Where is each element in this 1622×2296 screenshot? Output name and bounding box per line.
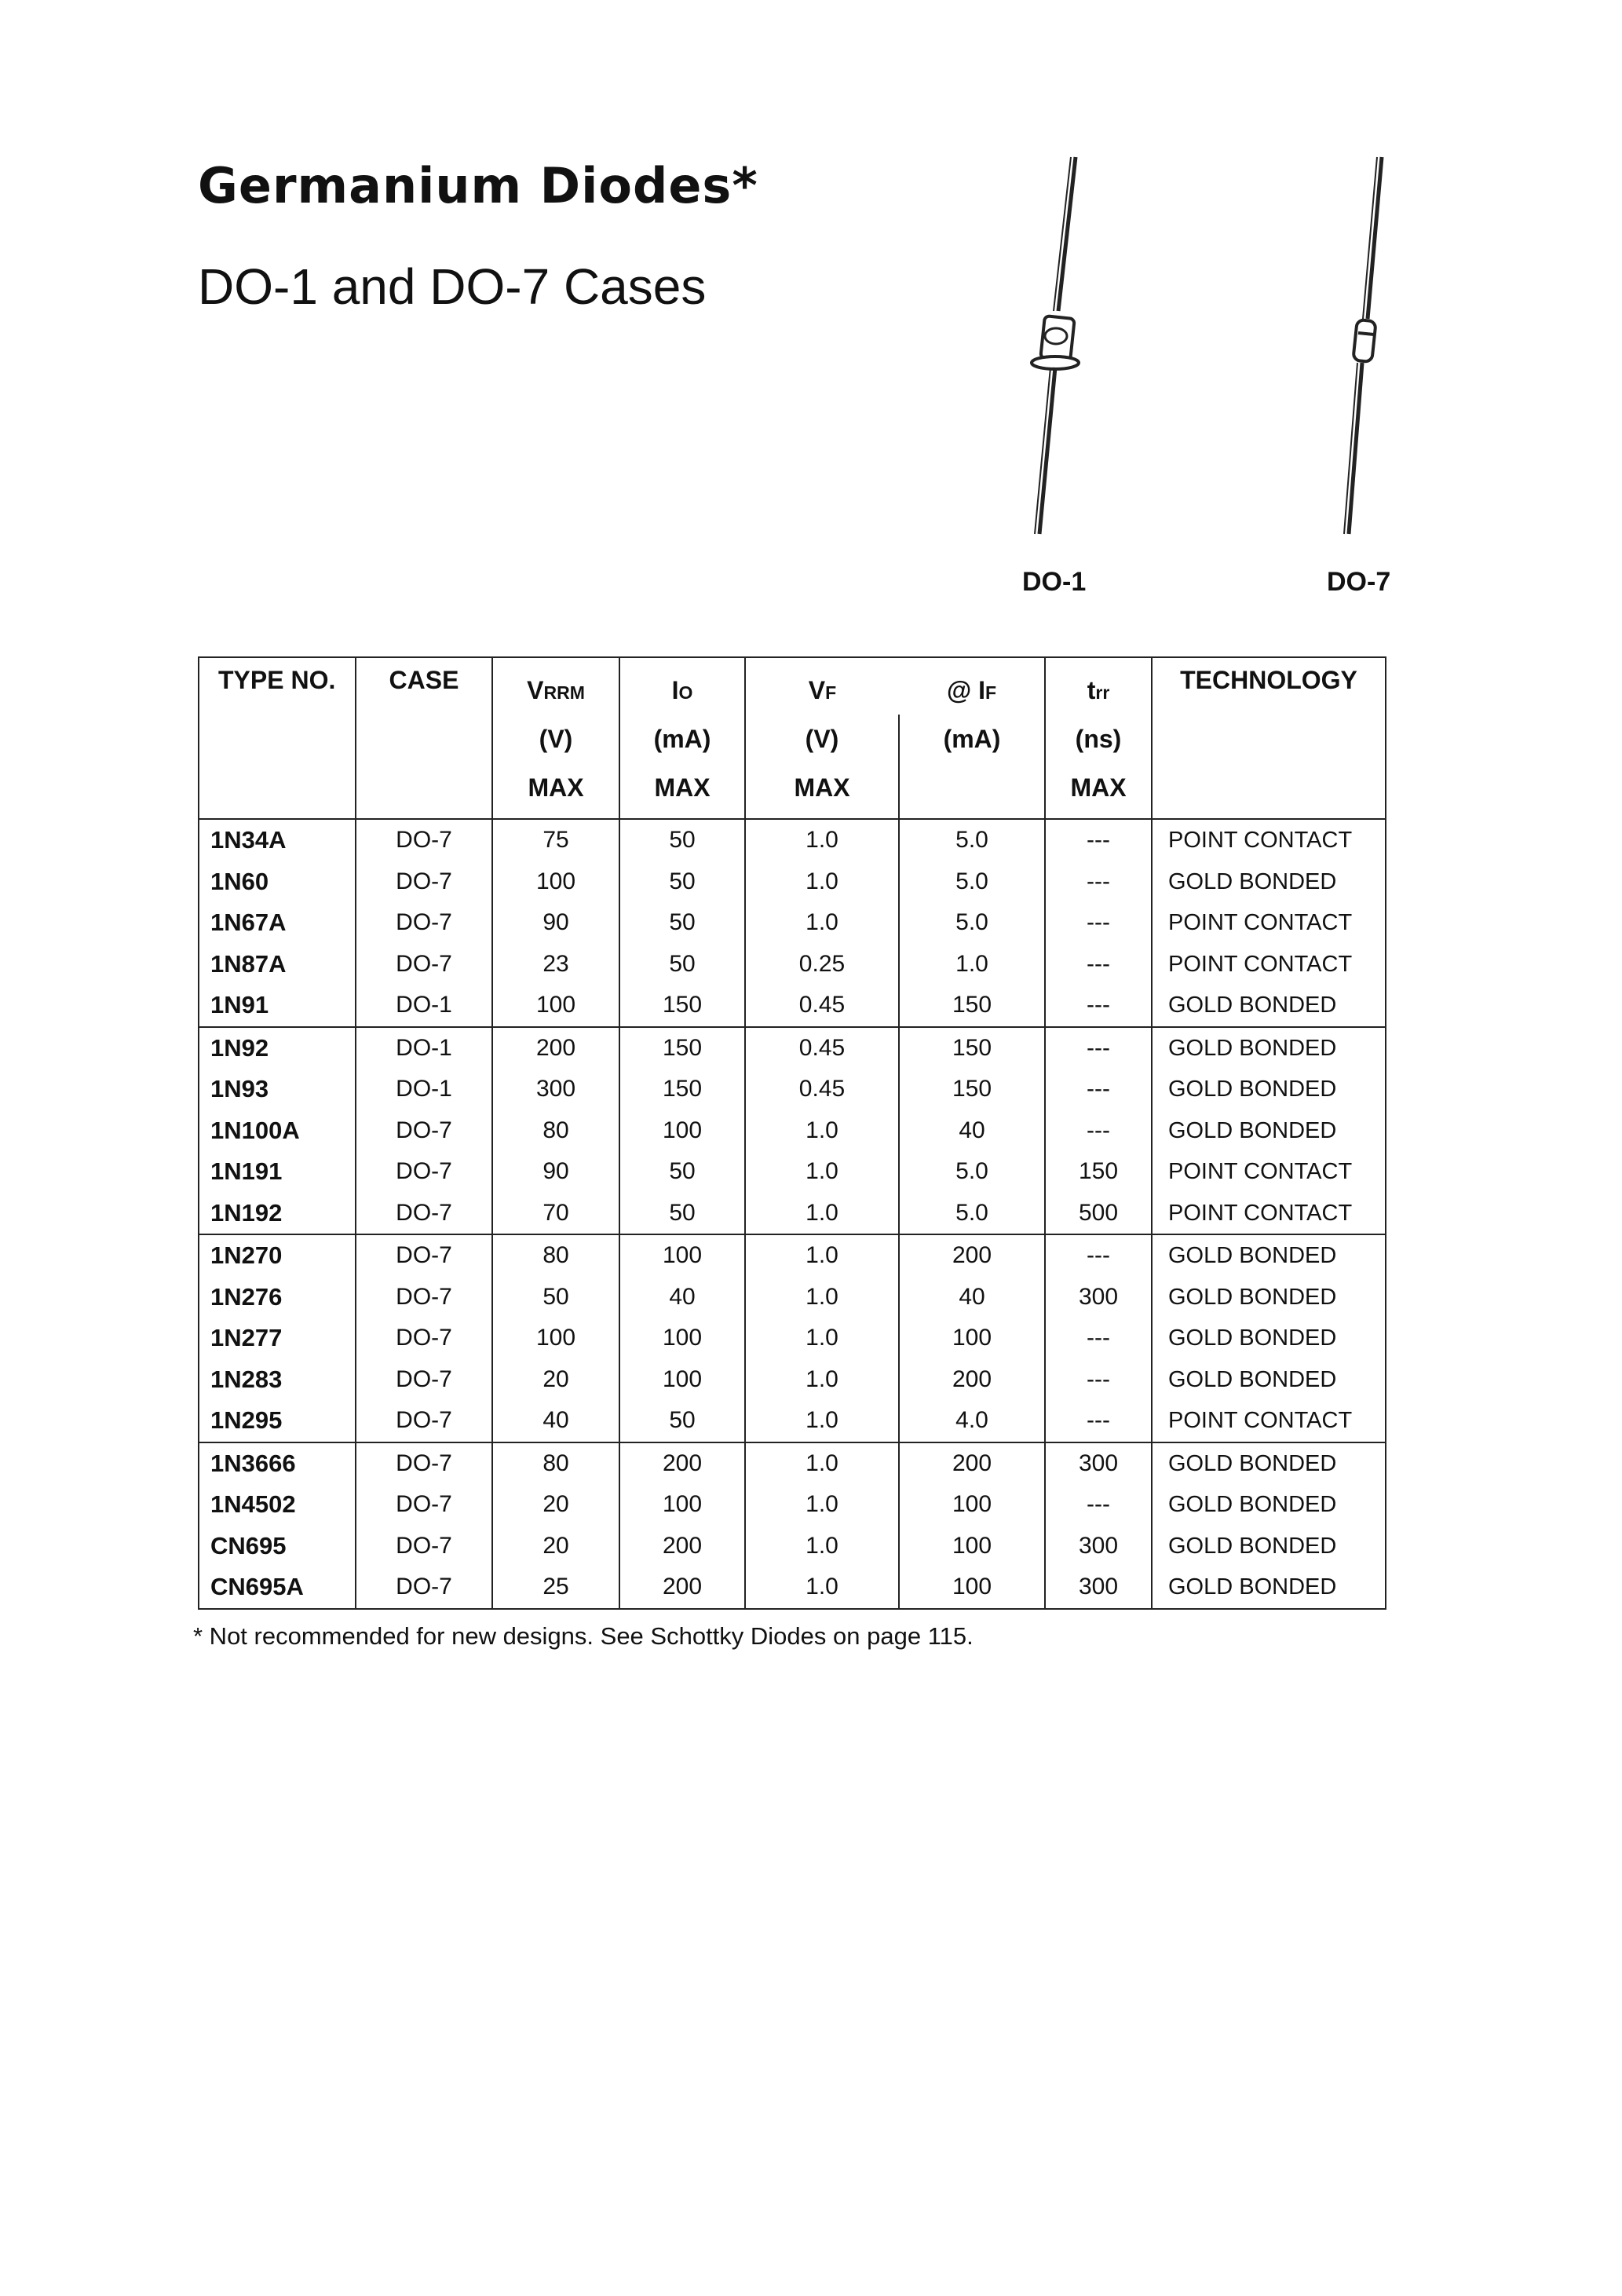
cell-if: 5.0 <box>899 861 1045 903</box>
cell-type-no: 1N270 <box>199 1234 356 1277</box>
cell-if: 200 <box>899 1442 1045 1485</box>
cell-io: 150 <box>619 985 745 1027</box>
cell-vrrm: 80 <box>492 1110 619 1152</box>
cell-if: 150 <box>899 985 1045 1027</box>
cell-trr: --- <box>1045 819 1152 861</box>
cell-vrrm: 90 <box>492 1151 619 1193</box>
cell-trr: --- <box>1045 1027 1152 1069</box>
cell-technology: GOLD BONDED <box>1152 1110 1386 1152</box>
cell-trr: 300 <box>1045 1442 1152 1485</box>
cell-type-no: 1N93 <box>199 1069 356 1110</box>
cell-io: 200 <box>619 1567 745 1609</box>
cell-technology: GOLD BONDED <box>1152 1567 1386 1609</box>
footnote: * Not recommended for new designs. See Schottky Diodes on page 115. <box>193 1622 974 1650</box>
header-vf-unit: (V) <box>745 715 899 763</box>
header-case: CASE <box>356 657 492 715</box>
cell-type-no: 1N277 <box>199 1318 356 1359</box>
cell-vrrm: 50 <box>492 1277 619 1318</box>
cell-vrrm: 70 <box>492 1193 619 1235</box>
cell-vrrm: 20 <box>492 1359 619 1401</box>
cell-case: DO-7 <box>356 1400 492 1442</box>
cell-vf: 0.25 <box>745 944 899 985</box>
header-trr: trr <box>1045 657 1152 715</box>
cell-vrrm: 300 <box>492 1069 619 1110</box>
cell-type-no: 1N67A <box>199 902 356 944</box>
cell-trr: --- <box>1045 944 1152 985</box>
cell-technology: GOLD BONDED <box>1152 1526 1386 1567</box>
cell-case: DO-7 <box>356 861 492 903</box>
page-subtitle: DO-1 and DO-7 Cases <box>198 258 707 315</box>
cell-case: DO-7 <box>356 902 492 944</box>
cell-trr: --- <box>1045 1400 1152 1442</box>
table-row <box>199 819 1386 861</box>
cell-if: 40 <box>899 1277 1045 1318</box>
header-if-unit: (mA) <box>899 715 1045 763</box>
cell-if: 150 <box>899 1027 1045 1069</box>
cell-vf: 1.0 <box>745 1442 899 1485</box>
cell-case: DO-7 <box>356 1110 492 1152</box>
cell-trr: --- <box>1045 1318 1152 1359</box>
cell-case: DO-7 <box>356 1277 492 1318</box>
header-vrrm: VRRM <box>492 657 619 715</box>
table-row <box>199 902 1386 944</box>
cell-vrrm: 100 <box>492 985 619 1027</box>
cell-technology: GOLD BONDED <box>1152 1359 1386 1401</box>
cell-technology: POINT CONTACT <box>1152 902 1386 944</box>
cell-if: 5.0 <box>899 902 1045 944</box>
cell-type-no: 1N100A <box>199 1110 356 1152</box>
table-row <box>199 1318 1386 1359</box>
cell-technology: GOLD BONDED <box>1152 1442 1386 1485</box>
cell-vf: 1.0 <box>745 1110 899 1152</box>
header-vf-max: MAX <box>745 763 899 819</box>
cell-technology: GOLD BONDED <box>1152 1027 1386 1069</box>
cell-if: 100 <box>899 1526 1045 1567</box>
cell-vf: 1.0 <box>745 1193 899 1235</box>
cell-trr: 300 <box>1045 1277 1152 1318</box>
table-row <box>199 1277 1386 1318</box>
cell-vrrm: 20 <box>492 1484 619 1526</box>
cell-trr: --- <box>1045 1234 1152 1277</box>
cell-vrrm: 20 <box>492 1526 619 1567</box>
cell-vrrm: 80 <box>492 1234 619 1277</box>
diode-spec-table <box>198 656 1386 1610</box>
do-7-label: DO-7 <box>1327 567 1391 597</box>
cell-if: 150 <box>899 1069 1045 1110</box>
cell-type-no: 1N4502 <box>199 1484 356 1526</box>
cell-type-no: 1N3666 <box>199 1442 356 1485</box>
cell-io: 50 <box>619 902 745 944</box>
cell-vf: 1.0 <box>745 819 899 861</box>
table-row <box>199 944 1386 985</box>
cell-type-no: 1N60 <box>199 861 356 903</box>
cell-vrrm: 75 <box>492 819 619 861</box>
cell-vrrm: 100 <box>492 1318 619 1359</box>
cell-type-no: 1N276 <box>199 1277 356 1318</box>
header-trr-max: MAX <box>1045 763 1152 819</box>
cell-vrrm: 23 <box>492 944 619 985</box>
cell-vrrm: 90 <box>492 902 619 944</box>
table-row <box>199 1400 1386 1442</box>
cell-io: 40 <box>619 1277 745 1318</box>
cell-technology: GOLD BONDED <box>1152 1234 1386 1277</box>
cell-case: DO-7 <box>356 1151 492 1193</box>
cell-vrrm: 40 <box>492 1400 619 1442</box>
cell-type-no: 1N87A <box>199 944 356 985</box>
cell-vf: 1.0 <box>745 1484 899 1526</box>
table-row <box>199 1234 1386 1277</box>
cell-type-no: 1N191 <box>199 1151 356 1193</box>
cell-case: DO-7 <box>356 1567 492 1609</box>
cell-case: DO-7 <box>356 1234 492 1277</box>
cell-technology: POINT CONTACT <box>1152 1400 1386 1442</box>
cell-if: 100 <box>899 1567 1045 1609</box>
cell-io: 50 <box>619 1193 745 1235</box>
cell-if: 200 <box>899 1359 1045 1401</box>
cell-trr: 300 <box>1045 1526 1152 1567</box>
header-vrrm-max: MAX <box>492 763 619 819</box>
cell-case: DO-7 <box>356 1193 492 1235</box>
cell-technology: POINT CONTACT <box>1152 944 1386 985</box>
cell-io: 100 <box>619 1110 745 1152</box>
cell-vf: 1.0 <box>745 1400 899 1442</box>
cell-case: DO-1 <box>356 1069 492 1110</box>
header-at-if: @ IF <box>899 657 1045 715</box>
table-row <box>199 1526 1386 1567</box>
table-row <box>199 1193 1386 1235</box>
page-title: Germanium Diodes* <box>198 157 758 214</box>
cell-technology: POINT CONTACT <box>1152 819 1386 861</box>
cell-type-no: CN695 <box>199 1526 356 1567</box>
header-vf: VF <box>745 657 899 715</box>
header-vrrm-unit: (V) <box>492 715 619 763</box>
cell-case: DO-7 <box>356 1318 492 1359</box>
cell-type-no: CN695A <box>199 1567 356 1609</box>
cell-if: 1.0 <box>899 944 1045 985</box>
cell-trr: --- <box>1045 1069 1152 1110</box>
cell-if: 4.0 <box>899 1400 1045 1442</box>
cell-io: 100 <box>619 1359 745 1401</box>
cell-io: 100 <box>619 1318 745 1359</box>
cell-trr: 500 <box>1045 1193 1152 1235</box>
cell-type-no: 1N192 <box>199 1193 356 1235</box>
header-io-max: MAX <box>619 763 745 819</box>
cell-trr: --- <box>1045 1484 1152 1526</box>
cell-vf: 1.0 <box>745 1526 899 1567</box>
cell-io: 150 <box>619 1027 745 1069</box>
header-technology: TECHNOLOGY <box>1152 657 1386 715</box>
cell-trr: --- <box>1045 1359 1152 1401</box>
table-row <box>199 1442 1386 1485</box>
cell-type-no: 1N283 <box>199 1359 356 1401</box>
cell-trr: --- <box>1045 902 1152 944</box>
cell-vf: 1.0 <box>745 902 899 944</box>
do-1-label: DO-1 <box>1022 567 1087 597</box>
cell-vf: 1.0 <box>745 1318 899 1359</box>
header-type-no: TYPE NO. <box>199 657 356 715</box>
cell-case: DO-7 <box>356 944 492 985</box>
table-row <box>199 1069 1386 1110</box>
cell-io: 50 <box>619 819 745 861</box>
cell-case: DO-7 <box>356 1484 492 1526</box>
table-row <box>199 1484 1386 1526</box>
cell-vf: 1.0 <box>745 1277 899 1318</box>
cell-if: 100 <box>899 1318 1045 1359</box>
cell-type-no: 1N34A <box>199 819 356 861</box>
header-io: IO <box>619 657 745 715</box>
cell-if: 40 <box>899 1110 1045 1152</box>
table-row <box>199 1359 1386 1401</box>
cell-technology: GOLD BONDED <box>1152 1318 1386 1359</box>
cell-io: 200 <box>619 1442 745 1485</box>
cell-if: 100 <box>899 1484 1045 1526</box>
cell-trr: 150 <box>1045 1151 1152 1193</box>
cell-technology: POINT CONTACT <box>1152 1151 1386 1193</box>
cell-io: 50 <box>619 944 745 985</box>
cell-io: 50 <box>619 1151 745 1193</box>
cell-case: DO-7 <box>356 1526 492 1567</box>
cell-trr: 300 <box>1045 1567 1152 1609</box>
cell-vf: 1.0 <box>745 1567 899 1609</box>
cell-type-no: 1N295 <box>199 1400 356 1442</box>
cell-vrrm: 200 <box>492 1027 619 1069</box>
cell-trr: --- <box>1045 861 1152 903</box>
cell-io: 150 <box>619 1069 745 1110</box>
cell-technology: POINT CONTACT <box>1152 1193 1386 1235</box>
cell-vf: 0.45 <box>745 1069 899 1110</box>
cell-case: DO-1 <box>356 1027 492 1069</box>
cell-vf: 0.45 <box>745 1027 899 1069</box>
cell-technology: GOLD BONDED <box>1152 861 1386 903</box>
cell-if: 5.0 <box>899 1193 1045 1235</box>
cell-vrrm: 25 <box>492 1567 619 1609</box>
header-trr-unit: (ns) <box>1045 715 1152 763</box>
cell-technology: GOLD BONDED <box>1152 1069 1386 1110</box>
cell-io: 50 <box>619 861 745 903</box>
table-limit-row <box>199 763 1386 819</box>
cell-vf: 1.0 <box>745 1359 899 1401</box>
cell-technology: GOLD BONDED <box>1152 985 1386 1027</box>
cell-vrrm: 80 <box>492 1442 619 1485</box>
cell-technology: GOLD BONDED <box>1152 1277 1386 1318</box>
cell-vf: 1.0 <box>745 861 899 903</box>
cell-if: 5.0 <box>899 1151 1045 1193</box>
cell-case: DO-1 <box>356 985 492 1027</box>
table-unit-row <box>199 715 1386 763</box>
table-row <box>199 985 1386 1027</box>
cell-io: 200 <box>619 1526 745 1567</box>
cell-case: DO-7 <box>356 1442 492 1485</box>
cell-type-no: 1N91 <box>199 985 356 1027</box>
cell-if: 200 <box>899 1234 1045 1277</box>
cell-case: DO-7 <box>356 819 492 861</box>
do-1-diode-icon <box>1021 154 1083 539</box>
cell-vf: 0.45 <box>745 985 899 1027</box>
cell-case: DO-7 <box>356 1359 492 1401</box>
header-io-unit: (mA) <box>619 715 745 763</box>
cell-technology: GOLD BONDED <box>1152 1484 1386 1526</box>
cell-io: 100 <box>619 1234 745 1277</box>
cell-if: 5.0 <box>899 819 1045 861</box>
table-row <box>199 1110 1386 1152</box>
do-7-diode-icon <box>1327 154 1390 539</box>
cell-vf: 1.0 <box>745 1234 899 1277</box>
cell-trr: --- <box>1045 985 1152 1027</box>
cell-io: 100 <box>619 1484 745 1526</box>
table-row <box>199 1151 1386 1193</box>
cell-vrrm: 100 <box>492 861 619 903</box>
table-header-row <box>199 657 1386 715</box>
cell-type-no: 1N92 <box>199 1027 356 1069</box>
table-row <box>199 1567 1386 1609</box>
cell-trr: --- <box>1045 1110 1152 1152</box>
table-row <box>199 861 1386 903</box>
cell-io: 50 <box>619 1400 745 1442</box>
cell-vf: 1.0 <box>745 1151 899 1193</box>
table-row <box>199 1027 1386 1069</box>
